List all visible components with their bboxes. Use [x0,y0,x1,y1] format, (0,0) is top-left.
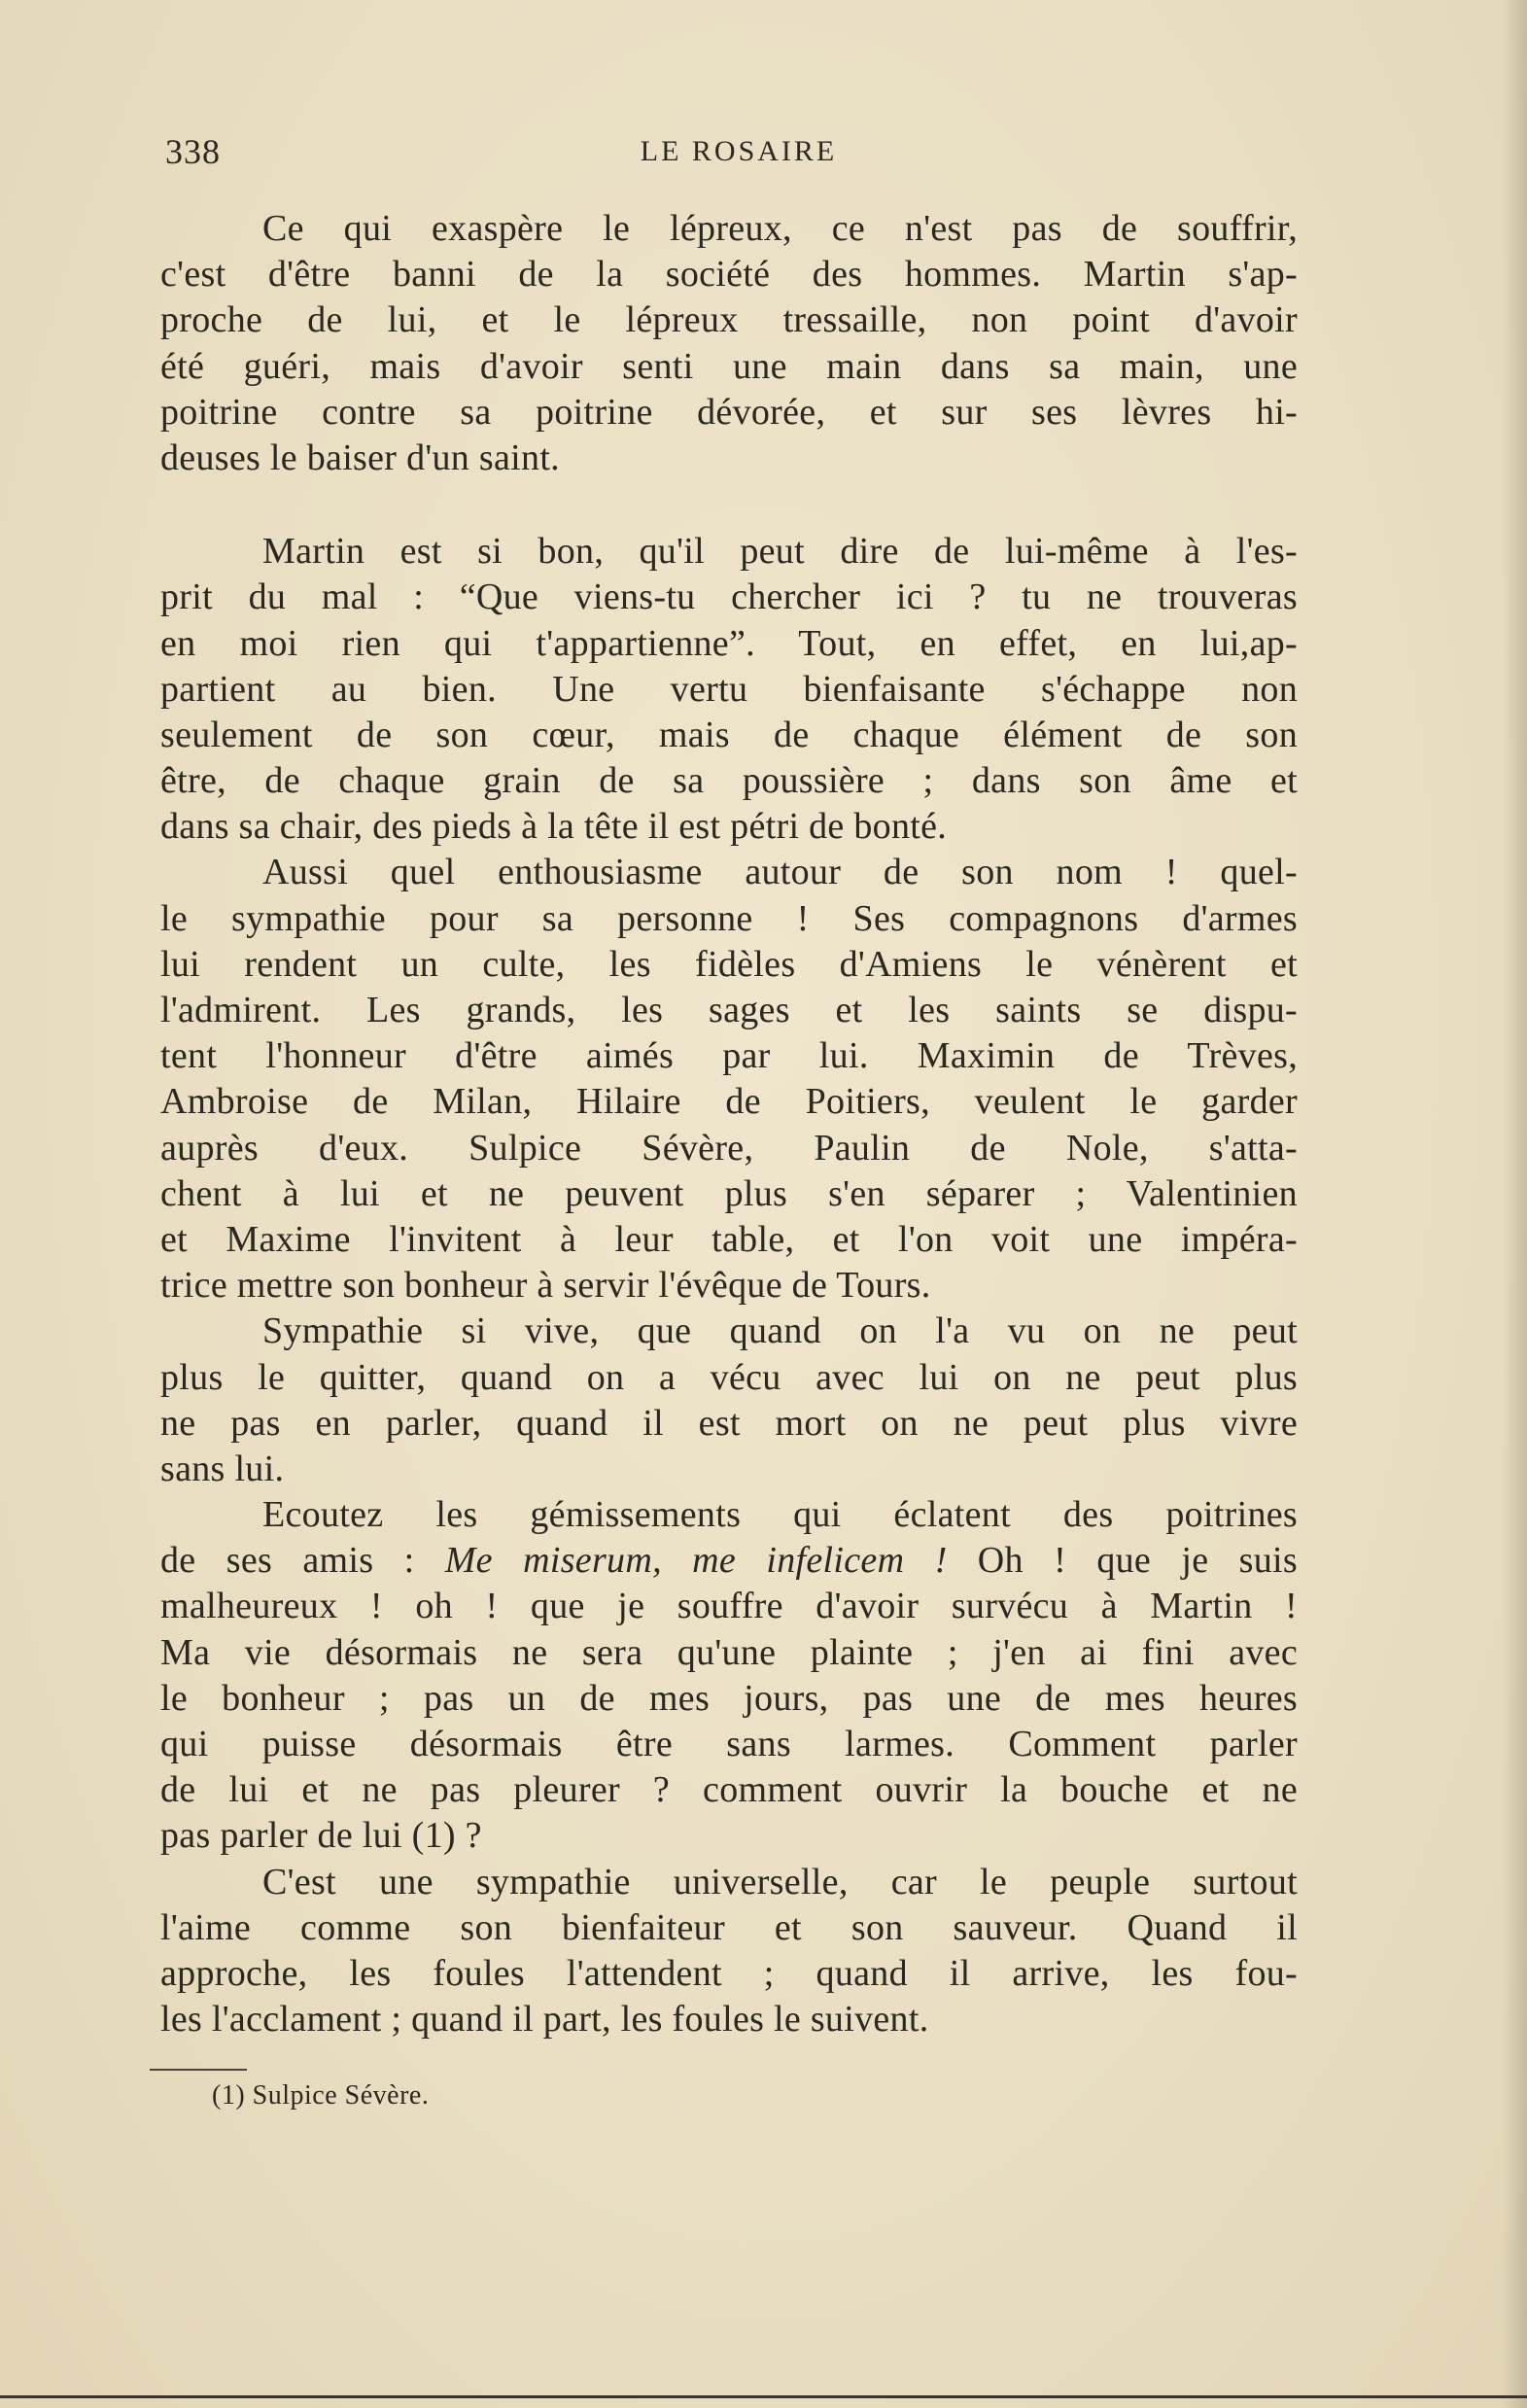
text-line: poitrine contre sa poitrine dévorée, et sur ses lèvres hi- [160,391,1298,433]
text-line: tent l'honneur d'être aimés par lui. Maximin de Trèves, [160,1035,1298,1077]
text-line: partient au bien. Une vertu bienfaisante s'échappe non [160,668,1298,710]
footnote-rule [150,2069,247,2071]
text-line: malheureux ! oh ! que je souffre d'avoir survécu à Martin ! [160,1586,1298,1627]
footnote: (1) Sulpice Sévère. [212,2080,430,2111]
text-line: été guéri, mais d'avoir senti une main dans sa main, une [160,345,1298,387]
page-number: 338 [165,132,221,171]
text-line [160,1538,1298,1584]
text-segment: Oh ! que je suis [947,1540,1298,1582]
text-line: l'aime comme son bienfaiteur et son sauveur. Quand il [160,1906,1298,1948]
running-title: LE ROSAIRE [640,135,838,167]
text-line: Ecoutez les gémissements qui éclatent des poitrines [262,1494,1298,1536]
text-line: chent à lui et ne peuvent plus s'en séparer ; Valentinien [160,1172,1298,1214]
text-line: qui puisse désormais être sans larmes. Comment parler [160,1724,1298,1764]
text-line: Ma vie désormais ne sera qu'une plainte ; j'en ai fini avec [160,1631,1298,1673]
latin-quote: Me miserum, me infelicem ! [444,1540,948,1582]
text-line: auprès d'eux. Sulpice Sévère, Paulin de Nole, s'atta- [160,1127,1298,1169]
text-line: prit du mal : “Que viens-tu chercher ici ? tu ne trouveras [160,576,1298,618]
text-line: c'est d'être banni de la société des hommes. Martin s'ap- [160,254,1298,296]
text-line: Ambroise de Milan, Hilaire de Poitiers, veulent le garder [160,1081,1298,1123]
text-line: être, de chaque grain de sa poussière ; dans son âme et [160,760,1298,802]
text-line: Martin est si bon, qu'il peut dire de lui-même à l'es- [262,531,1298,573]
text-line: lui rendent un culte, les fidèles d'Amiens le vénèrent et [160,943,1298,985]
text-line: l'admirent. Les grands, les sages et les saints se dispu- [160,990,1298,1030]
text-line: deuses le baiser d'un saint. [160,436,560,478]
text-line: Sympathie si vive, que quand on l'a vu on ne peut [262,1310,1298,1352]
text-line: et Maxime l'invitent à leur table, et l'on voit une impéra- [160,1218,1298,1260]
text-line: sans lui. [160,1448,285,1489]
text-line: en moi rien qui t'appartienne”. Tout, en effet, en lui,ap- [160,622,1298,664]
text-line: le bonheur ; pas un de mes jours, pas une de mes heures [160,1677,1298,1719]
text-line: de lui et ne pas pleurer ? comment ouvrir la bouche et ne [160,1769,1298,1811]
text-segment: de ses amis : [160,1540,445,1582]
text-line: ne pas en parler, quand il est mort on ne peut plus vivre [160,1402,1298,1444]
body-text [160,206,1298,2042]
text-line: Aussi quel enthousiasme autour de son nom ! quel- [262,852,1298,893]
text-line: approche, les foules l'attendent ; quand il arrive, les fou- [160,1952,1298,1994]
text-line: seulement de son cœur, mais de chaque élément de son [160,714,1298,755]
running-head [165,131,1312,182]
page-bottom-border [0,2395,1527,2398]
text-line: Ce qui exaspère le lépreux, ce n'est pas de souffrir, [262,208,1298,249]
text-line: pas parler de lui (1) ? [160,1815,482,1857]
text-line: les l'acclament ; quand il part, les foules le suivent. [160,1999,929,2041]
text-line: proche de lui, et le lépreux tressaille, non point d'avoir [160,299,1298,341]
text-line: trice mettre son bonheur à servir l'évêque de Tours. [160,1265,931,1307]
page-edge-shadow [1502,0,1527,2408]
text-line: le sympathie pour sa personne ! Ses compagnons d'armes [160,897,1298,939]
text-line: C'est une sympathie universelle, car le peuple surtout [262,1861,1298,1902]
text-line: plus le quitter, quand on a vécu avec lui on ne peut plus [160,1356,1298,1398]
text-line: dans sa chair, des pieds à la tête il est pétri de bonté. [160,806,948,848]
